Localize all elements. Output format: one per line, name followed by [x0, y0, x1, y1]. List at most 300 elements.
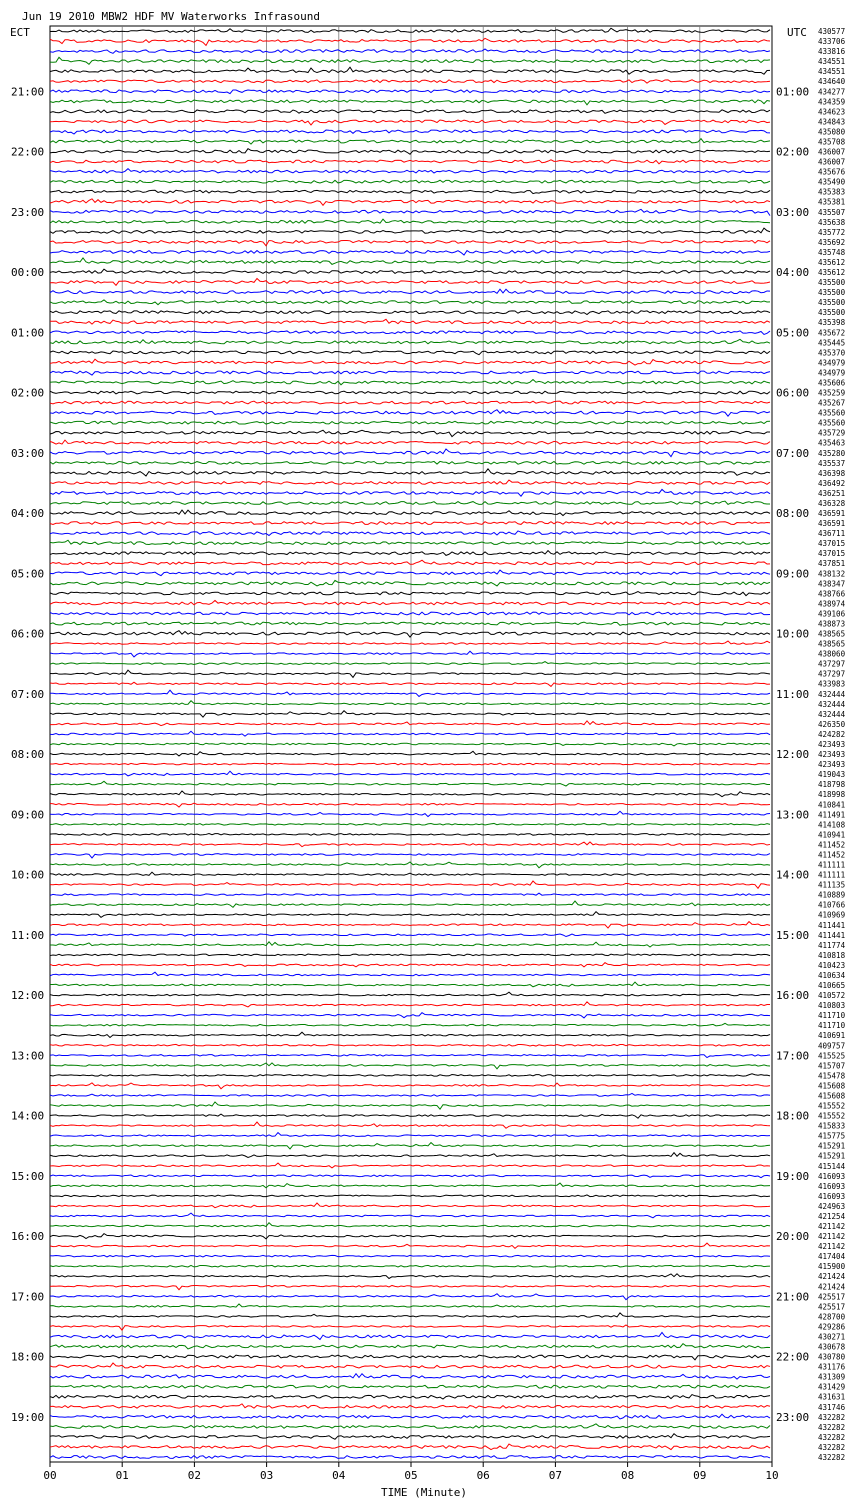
- trace-scale-label: 430577: [818, 27, 846, 37]
- trace-scale-label: 415608: [818, 1091, 846, 1101]
- trace-line: [50, 380, 770, 385]
- trace-line: [50, 1294, 770, 1300]
- trace-scale-label: 410634: [818, 970, 846, 980]
- trace-scale-label: 416093: [818, 1171, 846, 1181]
- trace-scale-label: 434979: [818, 358, 846, 368]
- trace-scale-label: 436492: [818, 478, 846, 488]
- x-axis: [43, 1462, 778, 1482]
- trace-scale-label: 410941: [818, 830, 846, 840]
- right-hour-label: 01:00: [776, 85, 810, 99]
- trace-scale-label: 434640: [818, 77, 846, 87]
- trace-scale-label: 434979: [818, 368, 846, 378]
- trace-scale-label: 435560: [818, 418, 846, 428]
- trace-line: [50, 862, 770, 868]
- trace-line: [50, 1175, 770, 1178]
- trace-line: [50, 781, 770, 786]
- trace-line: [50, 854, 770, 858]
- trace-line: [50, 130, 770, 134]
- trace-scale-label: 415291: [818, 1141, 846, 1151]
- trace-scale-label: 418998: [818, 790, 846, 800]
- trace-scale-label: 411111: [818, 870, 846, 880]
- trace-line: [50, 1063, 770, 1069]
- left-hour-label: 23:00: [11, 205, 45, 219]
- trace-line: [50, 711, 770, 717]
- trace-scale-labels: [818, 27, 846, 1462]
- trace-scale-label: 436328: [818, 498, 846, 508]
- trace-line: [50, 1332, 770, 1339]
- trace-line: [50, 690, 770, 696]
- trace-scale-label: 431746: [818, 1402, 846, 1412]
- trace-scale-label: 421424: [818, 1272, 846, 1282]
- trace-line: [50, 901, 770, 907]
- trace-line: [50, 731, 770, 736]
- trace-line: [50, 289, 770, 293]
- trace-line: [50, 942, 770, 947]
- trace-line: [50, 1313, 770, 1317]
- trace-scale-label: 430271: [818, 1332, 846, 1342]
- trace-scale-label: 415291: [818, 1151, 846, 1161]
- left-hour-label: 05:00: [11, 567, 45, 581]
- left-hour-label: 21:00: [11, 85, 45, 99]
- left-hour-label: 15:00: [11, 1169, 45, 1183]
- trace-line: [50, 480, 770, 484]
- trace-scale-label: 424963: [818, 1201, 846, 1211]
- trace-line: [50, 641, 770, 644]
- trace-line: [50, 1163, 770, 1168]
- left-hour-label: 16:00: [11, 1230, 45, 1244]
- trace-line: [50, 120, 770, 125]
- trace-scale-label: 435537: [818, 458, 846, 468]
- trace-scale-label: 411441: [818, 930, 846, 940]
- trace-line: [50, 100, 770, 105]
- trace-scale-label: 410766: [818, 900, 846, 910]
- right-timezone-label: UTC: [787, 26, 807, 39]
- trace-scale-label: 438347: [818, 579, 846, 589]
- trace-scale-label: 435280: [818, 448, 846, 458]
- trace-line: [50, 149, 770, 155]
- trace-scale-label: 435748: [818, 247, 846, 257]
- left-timezone-label: ECT: [10, 26, 30, 39]
- left-hour-label: 08:00: [11, 748, 45, 762]
- left-hour-label: 13:00: [11, 1049, 45, 1063]
- trace-line: [50, 331, 770, 335]
- trace-line: [50, 600, 770, 604]
- trace-line: [50, 410, 770, 416]
- trace-scale-label: 435500: [818, 288, 846, 298]
- trace-line: [50, 311, 770, 315]
- trace-scale-label: 435606: [818, 378, 846, 388]
- trace-scale-label: 414108: [818, 820, 846, 830]
- trace-scale-label: 436007: [818, 147, 846, 157]
- trace-scale-label: 438565: [818, 639, 846, 649]
- trace-scale-label: 435500: [818, 278, 846, 288]
- trace-line: [50, 922, 770, 928]
- trace-scale-label: 410665: [818, 981, 846, 991]
- trace-scale-label: 411441: [818, 920, 846, 930]
- trace-scale-label: 409757: [818, 1041, 846, 1051]
- trace-line: [50, 1424, 770, 1428]
- trace-scale-label: 415525: [818, 1051, 846, 1061]
- trace-scale-label: 434551: [818, 67, 846, 77]
- trace-line: [50, 803, 770, 807]
- trace-line: [50, 954, 770, 956]
- trace-line: [50, 992, 770, 996]
- trace-line: [50, 319, 770, 324]
- trace-line: [50, 743, 770, 746]
- trace-line: [50, 139, 770, 144]
- trace-scale-label: 411774: [818, 940, 846, 950]
- trace-scale-label: 421142: [818, 1232, 846, 1242]
- right-hour-label: 05:00: [776, 326, 810, 340]
- trace-line: [50, 682, 770, 686]
- trace-scale-label: 410818: [818, 950, 846, 960]
- trace-scale-label: 411135: [818, 880, 846, 890]
- trace-line: [50, 893, 770, 895]
- trace-line: [50, 421, 770, 424]
- trace-scale-label: 432444: [818, 709, 846, 719]
- trace-line: [50, 963, 770, 967]
- trace-scale-label: 432282: [818, 1432, 846, 1442]
- left-hour-label: 03:00: [11, 446, 45, 460]
- trace-scale-label: 428700: [818, 1312, 846, 1322]
- trace-scale-label: 423493: [818, 750, 846, 760]
- x-tick-label: 09: [693, 1469, 707, 1482]
- trace-line: [50, 651, 770, 657]
- left-hour-label: 11:00: [11, 928, 45, 942]
- trace-scale-label: 434277: [818, 87, 846, 97]
- trace-line: [50, 1203, 770, 1208]
- trace-scale-label: 411452: [818, 840, 846, 850]
- trace-scale-label: 435500: [818, 308, 846, 318]
- trace-scale-label: 436591: [818, 509, 846, 519]
- trace-scale-label: 437297: [818, 659, 846, 669]
- trace-scale-label: 435672: [818, 328, 846, 338]
- trace-scale-label: 435612: [818, 257, 846, 267]
- trace-line: [50, 57, 770, 64]
- trace-scale-label: 430678: [818, 1342, 846, 1352]
- trace-scale-label: 423493: [818, 740, 846, 749]
- trace-scale-label: 435708: [818, 137, 846, 147]
- trace-line: [50, 912, 770, 918]
- trace-scale-label: 423493: [818, 760, 846, 770]
- trace-scale-label: 435612: [818, 268, 846, 278]
- trace-scale-label: 435267: [818, 398, 846, 408]
- x-tick-label: 01: [115, 1469, 129, 1482]
- trace-line: [50, 982, 770, 987]
- trace-scale-label: 434843: [818, 117, 846, 127]
- trace-line: [50, 440, 770, 444]
- left-hour-label: 18:00: [11, 1350, 45, 1364]
- left-hour-label: 04:00: [11, 507, 45, 521]
- trace-line: [50, 570, 770, 576]
- trace-scale-label: 416093: [818, 1181, 846, 1191]
- trace-line: [50, 67, 770, 74]
- trace-line: [50, 1325, 770, 1330]
- trace-line: [50, 90, 770, 94]
- trace-scale-label: 438766: [818, 589, 846, 599]
- trace-scale-label: 436591: [818, 519, 846, 529]
- trace-scale-label: 433816: [818, 47, 846, 57]
- trace-scale-label: 411491: [818, 810, 846, 820]
- x-tick-label: 05: [404, 1469, 418, 1482]
- trace-line: [50, 1055, 770, 1058]
- trace-line: [50, 228, 770, 233]
- left-hour-label: 07:00: [11, 687, 45, 701]
- trace-line: [50, 401, 770, 404]
- trace-line: [50, 631, 770, 637]
- trace-scale-label: 435383: [818, 187, 846, 197]
- right-hour-labels: [776, 85, 809, 1424]
- trace-scale-label: 429286: [818, 1322, 846, 1332]
- trace-line: [50, 1434, 770, 1440]
- left-hour-label: 10:00: [11, 868, 45, 882]
- trace-line: [50, 469, 770, 476]
- trace-scale-label: 415552: [818, 1111, 846, 1121]
- trace-line: [50, 258, 770, 264]
- right-hour-label: 19:00: [776, 1169, 810, 1183]
- trace-scale-label: 415552: [818, 1101, 846, 1111]
- trace-scale-label: 435638: [818, 217, 846, 227]
- trace-scale-label: 410803: [818, 1001, 846, 1011]
- trace-line: [50, 1404, 770, 1408]
- trace-scale-label: 436007: [818, 157, 846, 167]
- right-hour-label: 16:00: [776, 989, 810, 1003]
- trace-scale-label: 431309: [818, 1372, 846, 1382]
- left-hour-label: 22:00: [11, 145, 45, 159]
- right-hour-label: 03:00: [776, 205, 810, 219]
- trace-scale-label: 410969: [818, 910, 846, 920]
- trace-scale-label: 437297: [818, 669, 846, 679]
- x-tick-label: 03: [259, 1469, 274, 1482]
- trace-scale-label: 426350: [818, 719, 846, 729]
- x-tick-label: 04: [332, 1469, 346, 1482]
- trace-line: [50, 622, 770, 625]
- trace-line: [50, 823, 770, 825]
- trace-scale-label: 432444: [818, 699, 846, 709]
- left-hour-label: 09:00: [11, 808, 45, 822]
- trace-line: [50, 279, 770, 286]
- chart-title: Jun 19 2010 MBW2 HDF MV Waterworks Infrasound: [22, 10, 321, 23]
- trace-line: [50, 1122, 770, 1128]
- trace-scale-label: 410691: [818, 1031, 846, 1041]
- trace-scale-label: 435560: [818, 408, 846, 418]
- trace-line: [50, 49, 770, 53]
- trace-line: [50, 1456, 770, 1459]
- trace-scale-label: 438565: [818, 629, 846, 639]
- left-hour-label: 06:00: [11, 627, 45, 641]
- trace-line: [50, 1002, 770, 1007]
- trace-scale-label: 415478: [818, 1071, 846, 1081]
- trace-line: [50, 1223, 770, 1227]
- trace-scale-label: 435676: [818, 167, 846, 177]
- trace-line: [50, 241, 770, 246]
- right-hour-label: 04:00: [776, 266, 810, 280]
- trace-scale-label: 435772: [818, 227, 846, 237]
- trace-scale-label: 411710: [818, 1021, 846, 1031]
- trace-scale-label: 410841: [818, 800, 846, 810]
- right-hour-label: 17:00: [776, 1049, 810, 1063]
- trace-line: [50, 160, 770, 164]
- trace-scale-label: 433983: [818, 679, 846, 689]
- trace-scale-label: 434551: [818, 57, 846, 67]
- trace-scale-label: 435490: [818, 177, 846, 187]
- left-hour-labels: [11, 85, 44, 1424]
- trace-line: [50, 219, 770, 223]
- right-hour-label: 23:00: [776, 1410, 810, 1424]
- trace-scale-label: 432282: [818, 1442, 846, 1452]
- left-hour-label: 12:00: [11, 989, 45, 1003]
- trace-scale-label: 432282: [818, 1452, 846, 1462]
- trace-line: [50, 351, 770, 355]
- trace-line: [50, 662, 770, 665]
- trace-line: [50, 540, 770, 544]
- trace-line: [50, 1023, 770, 1026]
- trace-scale-label: 432282: [818, 1412, 846, 1422]
- trace-scale-label: 438873: [818, 619, 846, 629]
- trace-scale-label: 424282: [818, 729, 846, 739]
- right-hour-label: 07:00: [776, 446, 810, 460]
- trace-scale-label: 425517: [818, 1302, 846, 1312]
- trace-scale-label: 418798: [818, 780, 846, 790]
- trace-line: [50, 721, 770, 726]
- trace-line: [50, 391, 770, 394]
- trace-line: [50, 842, 770, 847]
- trace-scale-label: 435080: [818, 127, 846, 137]
- trace-scale-label: 421424: [818, 1282, 846, 1292]
- trace-line: [50, 612, 770, 615]
- x-tick-label: 06: [476, 1469, 490, 1482]
- trace-scale-label: 438132: [818, 569, 846, 579]
- trace-line: [50, 1444, 770, 1450]
- trace-line: [50, 359, 770, 365]
- left-hour-label: 00:00: [11, 266, 45, 280]
- trace-scale-label: 435729: [818, 428, 846, 438]
- trace-line: [50, 771, 770, 776]
- trace-scale-label: 435500: [818, 298, 846, 308]
- trace-scale-label: 435463: [818, 438, 846, 448]
- trace-scale-label: 415608: [818, 1081, 846, 1091]
- trace-line: [50, 1414, 770, 1419]
- trace-line: [50, 430, 770, 436]
- right-hour-label: 13:00: [776, 808, 810, 822]
- trace-line: [50, 811, 770, 816]
- right-hour-label: 12:00: [776, 748, 810, 762]
- trace-line: [50, 371, 770, 375]
- trace-line: [50, 501, 770, 504]
- trace-scale-label: 431176: [818, 1362, 846, 1372]
- trace-line: [50, 510, 770, 515]
- trace-line: [50, 209, 770, 215]
- trace-scale-label: 435381: [818, 197, 846, 207]
- right-hour-label: 11:00: [776, 687, 810, 701]
- trace-scale-label: 415144: [818, 1161, 846, 1171]
- trace-scale-label: 435507: [818, 207, 846, 217]
- right-hour-label: 09:00: [776, 567, 810, 581]
- left-hour-label: 17:00: [11, 1290, 45, 1304]
- trace-line: [50, 489, 770, 496]
- trace-line: [50, 1274, 770, 1279]
- seismic-traces: [50, 28, 770, 1458]
- right-hour-label: 10:00: [776, 627, 810, 641]
- trace-line: [50, 791, 770, 797]
- trace-line: [50, 1032, 770, 1037]
- trace-scale-label: 415900: [818, 1262, 846, 1272]
- trace-line: [50, 1074, 770, 1076]
- trace-line: [50, 1093, 770, 1096]
- left-hour-label: 02:00: [11, 386, 45, 400]
- right-hour-label: 20:00: [776, 1230, 810, 1244]
- trace-scale-label: 439106: [818, 609, 846, 619]
- trace-line: [50, 1153, 770, 1158]
- trace-line: [50, 1374, 770, 1379]
- trace-line: [50, 300, 770, 305]
- trace-scale-label: 435259: [818, 388, 846, 398]
- trace-scale-label: 410889: [818, 890, 846, 900]
- trace-line: [50, 449, 770, 457]
- x-tick-label: 07: [548, 1469, 563, 1482]
- trace-line: [50, 881, 770, 888]
- trace-line: [50, 1304, 770, 1307]
- trace-line: [50, 1013, 770, 1018]
- trace-scale-label: 437015: [818, 549, 846, 559]
- right-hour-label: 22:00: [776, 1350, 810, 1364]
- trace-scale-label: 421142: [818, 1222, 846, 1232]
- trace-scale-label: 411111: [818, 860, 846, 870]
- x-axis-label: TIME (Minute): [380, 1486, 468, 1499]
- trace-line: [50, 461, 770, 464]
- x-tick-label: 02: [187, 1469, 202, 1482]
- trace-line: [50, 1243, 770, 1248]
- trace-scale-label: 415833: [818, 1121, 846, 1131]
- trace-scale-label: 415707: [818, 1061, 846, 1071]
- trace-scale-label: 430780: [818, 1352, 846, 1362]
- trace-line: [50, 38, 770, 45]
- trace-line: [50, 1395, 770, 1400]
- trace-line: [50, 763, 770, 765]
- trace-scale-label: 434359: [818, 97, 846, 107]
- trace-scale-label: 436398: [818, 468, 846, 478]
- trace-line: [50, 1183, 770, 1188]
- trace-scale-label: 411710: [818, 1011, 846, 1021]
- trace-scale-label: 419043: [818, 770, 846, 780]
- trace-line: [50, 1363, 770, 1368]
- trace-line: [50, 1044, 770, 1046]
- trace-scale-label: 431429: [818, 1382, 846, 1392]
- trace-scale-label: 436711: [818, 529, 846, 539]
- x-tick-label: 00: [43, 1469, 57, 1482]
- trace-line: [50, 1133, 770, 1137]
- right-hour-label: 18:00: [776, 1109, 810, 1123]
- trace-scale-label: 436251: [818, 488, 846, 498]
- trace-line: [50, 560, 770, 564]
- trace-scale-label: 435692: [818, 237, 846, 247]
- trace-line: [50, 269, 770, 273]
- trace-line: [50, 339, 770, 343]
- trace-line: [50, 180, 770, 183]
- trace-line: [50, 972, 770, 976]
- trace-line: [50, 1213, 770, 1218]
- trace-scale-label: 438060: [818, 649, 846, 659]
- trace-scale-label: 437851: [818, 559, 846, 569]
- trace-scale-label: 411452: [818, 850, 846, 860]
- trace-scale-label: 437015: [818, 539, 846, 549]
- right-hour-label: 21:00: [776, 1290, 810, 1304]
- trace-scale-label: 425517: [818, 1292, 846, 1302]
- right-hour-label: 14:00: [776, 868, 810, 882]
- trace-scale-label: 435445: [818, 338, 846, 348]
- trace-scale-label: 435370: [818, 348, 846, 358]
- trace-line: [50, 110, 770, 114]
